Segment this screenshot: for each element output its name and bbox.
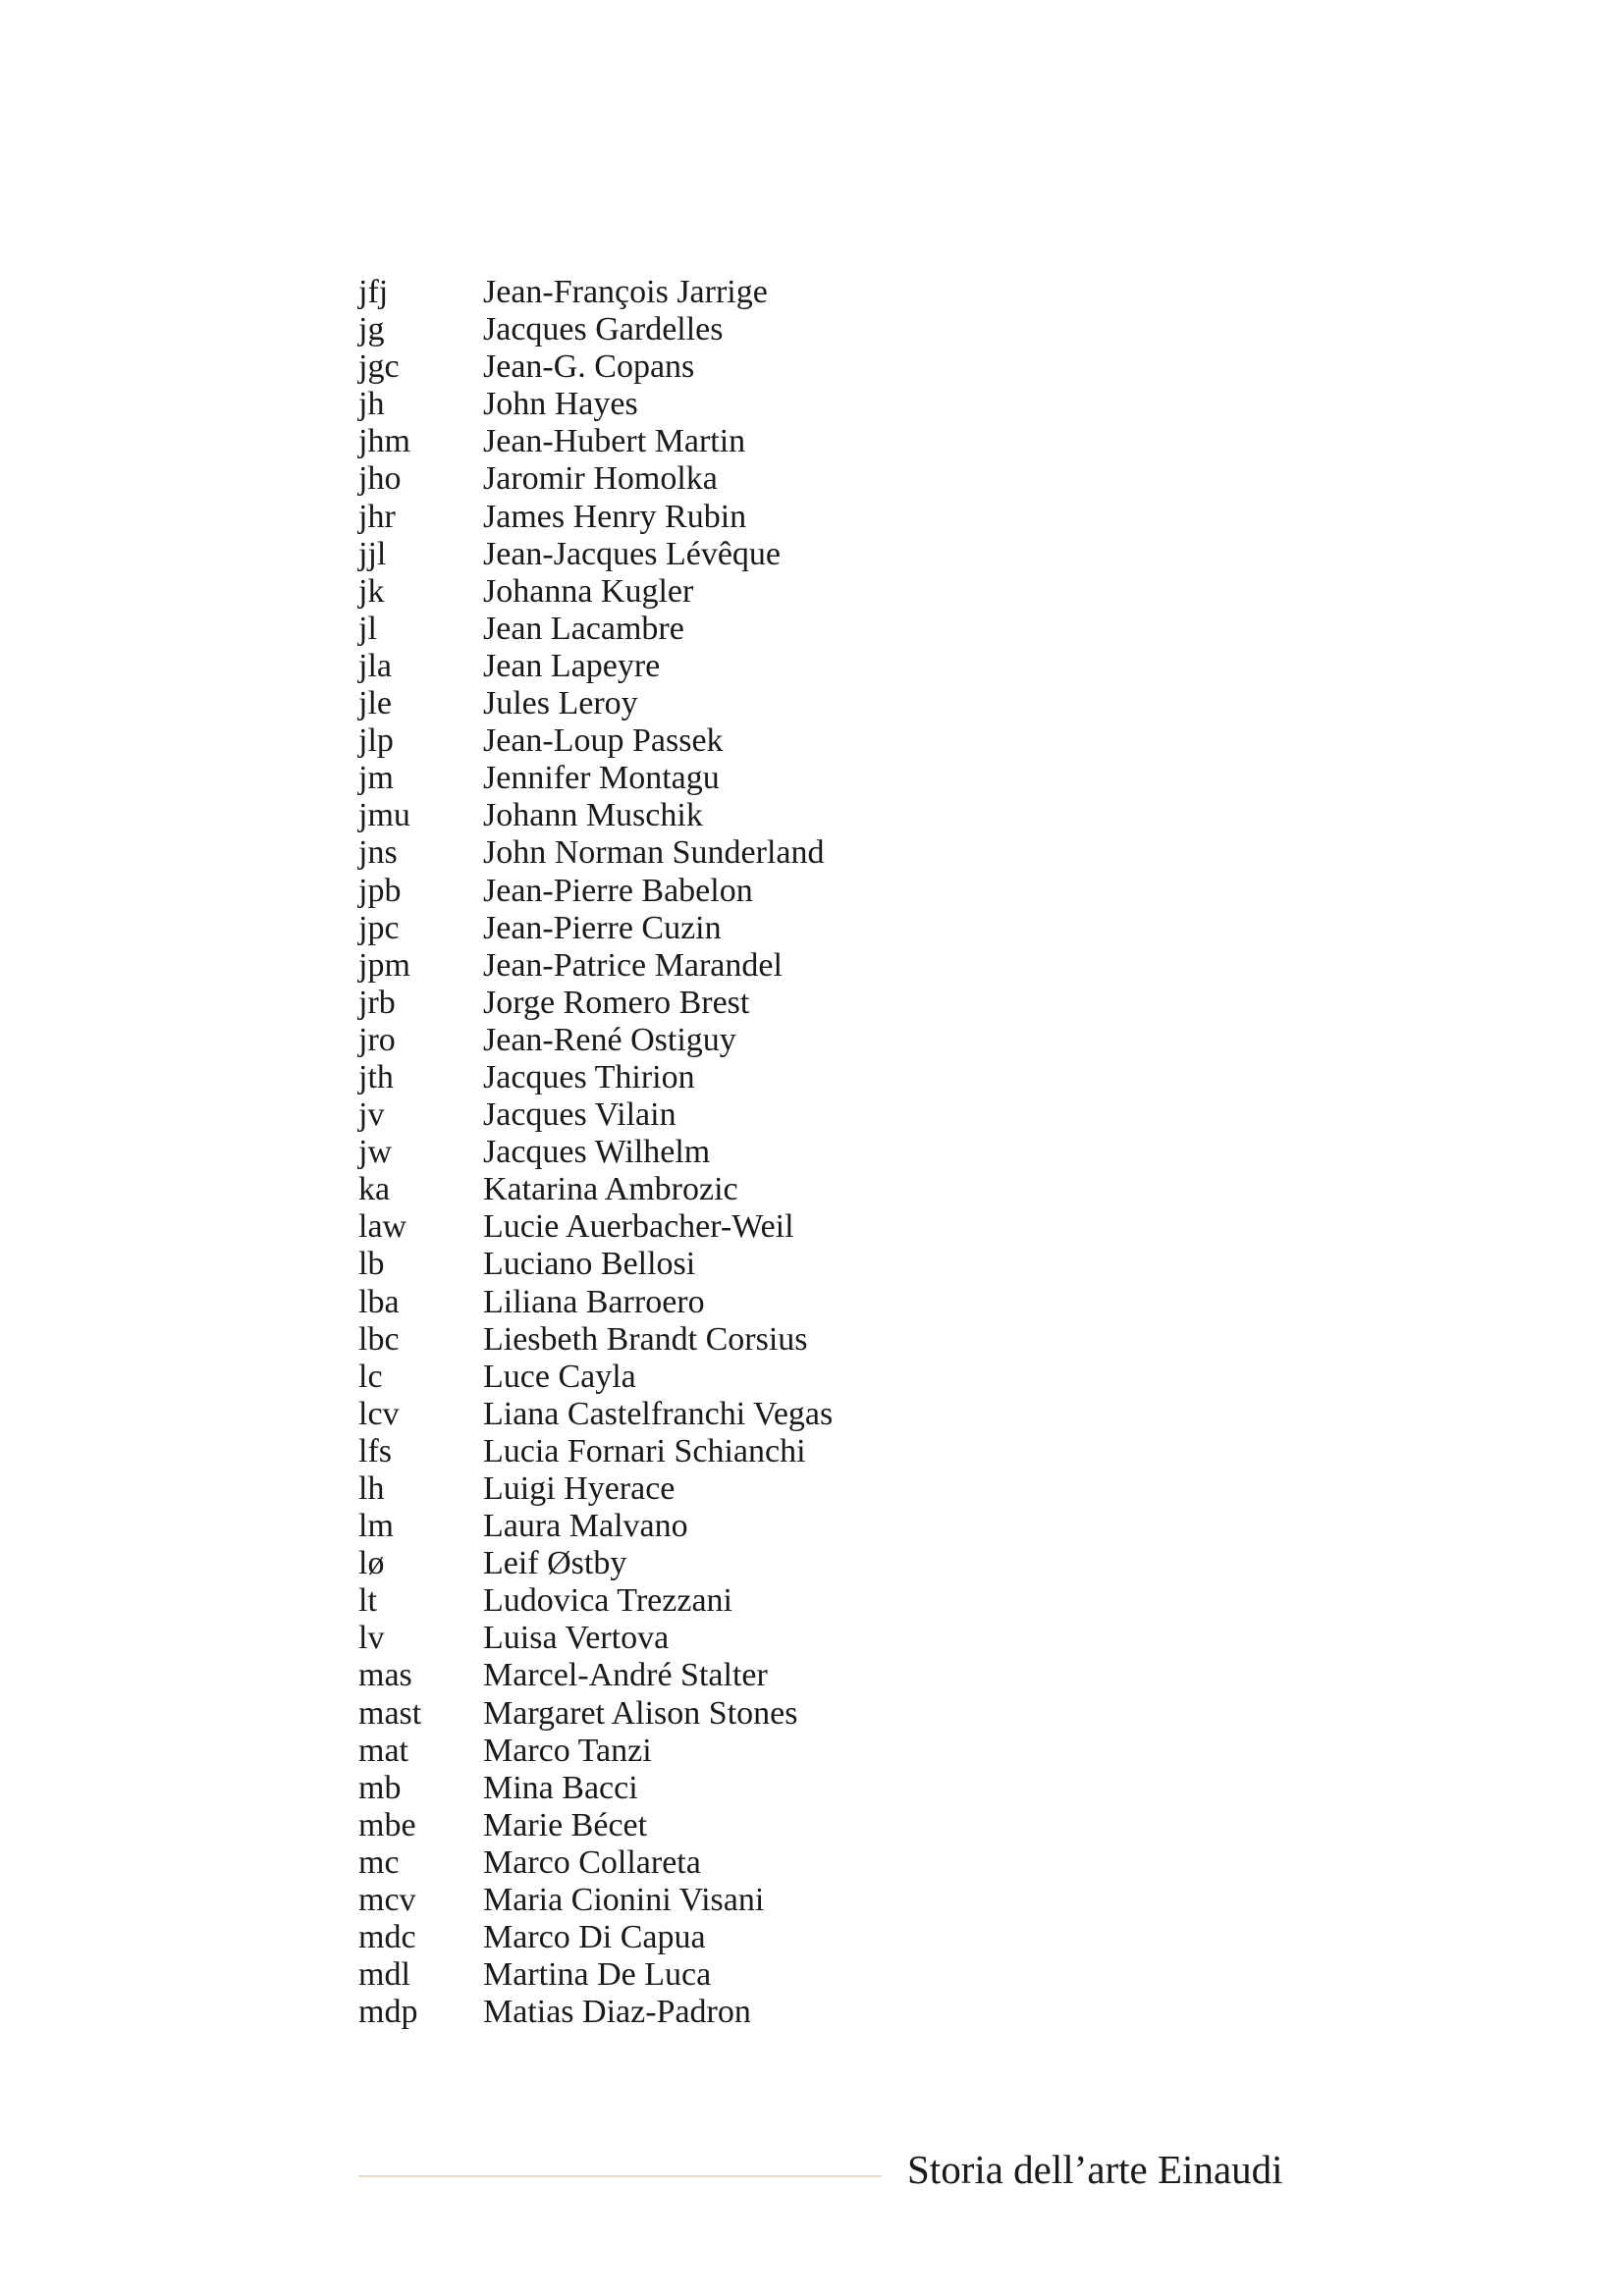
entry-abbreviation: jhr [358, 498, 396, 535]
entry-name: Jennifer Montagu [483, 760, 720, 797]
entry-abbreviation: mdp [358, 1994, 418, 2031]
entry-abbreviation: jle [358, 685, 392, 722]
list-item [358, 760, 833, 797]
entry-abbreviation: jpc [358, 909, 400, 946]
entry-abbreviation: mcv [358, 1882, 416, 1919]
list-item [358, 873, 833, 910]
entry-name: Mina Bacci [483, 1769, 638, 1806]
entry-name: Marco Collareta [483, 1843, 701, 1881]
entry-name: Martina De Luca [483, 1956, 712, 1994]
list-item [358, 1882, 833, 1919]
entry-abbreviation: mbe [358, 1806, 416, 1843]
list-item [358, 1620, 833, 1657]
entry-name: John Hayes [483, 386, 638, 423]
entry-abbreviation: jgc [358, 348, 400, 386]
list-item [358, 910, 833, 947]
entry-abbreviation: jh [358, 386, 385, 423]
list-item [358, 834, 833, 872]
footer-title: Storia dell’arte Einaudi [907, 2147, 1283, 2192]
entry-abbreviation: mast [358, 1694, 422, 1732]
list-item [358, 1956, 833, 1994]
entry-abbreviation: jla [358, 647, 392, 684]
entry-abbreviation: jjl [358, 535, 387, 572]
entry-name: Jean-Loup Passek [483, 722, 724, 760]
list-item [358, 1171, 833, 1208]
list-item [358, 1994, 833, 2031]
entry-abbreviation: mdc [358, 1919, 416, 1956]
list-item [358, 1433, 833, 1470]
entry-abbreviation: jho [358, 460, 402, 498]
entry-abbreviation: mat [358, 1732, 408, 1769]
list-item [358, 1733, 833, 1770]
entry-abbreviation: jmu [358, 797, 410, 834]
list-item [358, 1770, 833, 1807]
entry-name: Margaret Alison Stones [483, 1694, 798, 1732]
list-item [358, 460, 833, 498]
list-item [358, 685, 833, 722]
list-item [358, 797, 833, 834]
entry-name: Marie Bécet [483, 1806, 648, 1843]
entry-abbreviation: mb [358, 1769, 402, 1806]
entry-name: Jean-Patrice Marandel [483, 946, 783, 984]
entry-abbreviation: jns [358, 834, 398, 872]
entry-name: Liana Castelfranchi Vegas [483, 1395, 834, 1432]
entry-name: Marcel-André Stalter [483, 1657, 768, 1694]
entry-name: Jean-François Jarrige [483, 274, 768, 310]
list-item [358, 1059, 833, 1096]
list-item [358, 311, 833, 348]
list-item [358, 386, 833, 423]
entry-name: John Norman Sunderland [483, 834, 825, 872]
entry-name: Lucie Auerbacher-Weil [483, 1208, 794, 1246]
entry-name: Katarina Ambrozic [483, 1171, 738, 1208]
entry-abbreviation: lba [358, 1283, 400, 1320]
entry-abbreviation: lfs [358, 1432, 392, 1469]
entry-name: Jean-Jacques Lévêque [483, 535, 782, 572]
list-item [358, 1657, 833, 1694]
list-item [358, 536, 833, 573]
entry-name: Johann Muschik [483, 797, 703, 834]
list-item [358, 1359, 833, 1396]
entry-abbreviation: ka [358, 1171, 391, 1208]
entry-name: Lucia Fornari Schianchi [483, 1432, 806, 1469]
entry-abbreviation: mas [358, 1657, 412, 1694]
entry-name: Jean-G. Copans [483, 348, 695, 386]
entry-name: Luce Cayla [483, 1358, 636, 1395]
list-item [358, 1134, 833, 1171]
entry-name: Luisa Vertova [483, 1620, 670, 1657]
entry-name: Jorge Romero Brest [483, 984, 750, 1021]
list-item [358, 1470, 833, 1508]
list-item [358, 573, 833, 611]
entry-abbreviation: lh [358, 1470, 385, 1507]
entry-name: Laura Malvano [483, 1508, 688, 1545]
list-item [358, 1284, 833, 1321]
entry-name: Jean-René Ostiguy [483, 1021, 736, 1058]
list-item [358, 947, 833, 985]
entry-abbreviation: jrb [358, 984, 396, 1021]
entry-abbreviation: jm [358, 760, 394, 797]
entry-name: Jacques Gardelles [483, 311, 724, 348]
entry-abbreviation: lb [358, 1246, 385, 1283]
entry-abbreviation: lt [358, 1582, 377, 1620]
entry-name: Jacques Vilain [483, 1096, 676, 1134]
entry-abbreviation: mdl [358, 1956, 410, 1994]
list-item [358, 499, 833, 536]
list-item [358, 648, 833, 685]
entry-abbreviation: jpb [358, 872, 402, 909]
entry-abbreviation: jro [358, 1021, 396, 1058]
entry-name: James Henry Rubin [483, 498, 747, 535]
footer-rule [358, 2175, 882, 2177]
list-item [358, 985, 833, 1022]
entry-abbreviation: jth [358, 1058, 394, 1095]
list-item [358, 1022, 833, 1059]
entry-abbreviation: lø [358, 1545, 385, 1582]
entry-name: Marco Di Capua [483, 1919, 706, 1956]
entry-abbreviation: jk [358, 572, 385, 610]
entry-name: Jean-Hubert Martin [483, 423, 746, 460]
entry-name: Leif Østby [483, 1545, 627, 1582]
list-item [358, 1096, 833, 1134]
list-item [358, 1545, 833, 1582]
entry-name: Matias Diaz-Padron [483, 1994, 751, 2031]
entry-abbreviation: jpm [358, 946, 410, 984]
entry-name: Jean Lacambre [483, 610, 684, 647]
entry-name: Jacques Wilhelm [483, 1134, 711, 1171]
entry-abbreviation: lc [358, 1358, 383, 1395]
entry-abbreviation: lm [358, 1508, 394, 1545]
entry-name: Marco Tanzi [483, 1732, 652, 1769]
list-item [358, 1919, 833, 1956]
entry-name: Jaromir Homolka [483, 460, 718, 498]
entry-name: Jean-Pierre Cuzin [483, 909, 722, 946]
entry-name: Jules Leroy [483, 685, 638, 722]
entry-abbreviation: lv [358, 1620, 385, 1657]
entry-name: Maria Cionini Visani [483, 1882, 765, 1919]
list-item [358, 1582, 833, 1620]
entry-name: Johanna Kugler [483, 572, 694, 610]
entry-name: Liesbeth Brandt Corsius [483, 1320, 808, 1358]
entry-abbreviation: jl [358, 610, 377, 647]
contributor-list [358, 274, 833, 2031]
entry-abbreviation: jfj [358, 274, 389, 310]
list-item [358, 1246, 833, 1283]
list-item [358, 1844, 833, 1882]
list-item [358, 348, 833, 386]
entry-name: Ludovica Trezzani [483, 1582, 732, 1620]
list-item [358, 274, 833, 311]
entry-abbreviation: jg [358, 311, 385, 348]
list-item [358, 423, 833, 460]
entry-name: Luigi Hyerace [483, 1470, 676, 1507]
entry-abbreviation: jlp [358, 722, 394, 760]
entry-abbreviation: lbc [358, 1320, 400, 1358]
list-item [358, 1396, 833, 1433]
entry-name: Jacques Thirion [483, 1058, 695, 1095]
entry-abbreviation: lcv [358, 1395, 400, 1432]
entry-abbreviation: jv [358, 1096, 385, 1134]
entry-abbreviation: jhm [358, 423, 410, 460]
entry-abbreviation: jw [358, 1134, 392, 1171]
list-item [358, 1695, 833, 1733]
list-item [358, 611, 833, 648]
entry-abbreviation: law [358, 1208, 407, 1246]
list-item [358, 1321, 833, 1359]
entry-name: Luciano Bellosi [483, 1246, 696, 1283]
entry-abbreviation: mc [358, 1843, 400, 1881]
entry-name: Liliana Barroero [483, 1283, 705, 1320]
list-item [358, 1208, 833, 1246]
entry-name: Jean Lapeyre [483, 647, 661, 684]
list-item [358, 1807, 833, 1844]
list-item [358, 1508, 833, 1545]
entry-name: Jean-Pierre Babelon [483, 872, 753, 909]
list-item [358, 722, 833, 760]
